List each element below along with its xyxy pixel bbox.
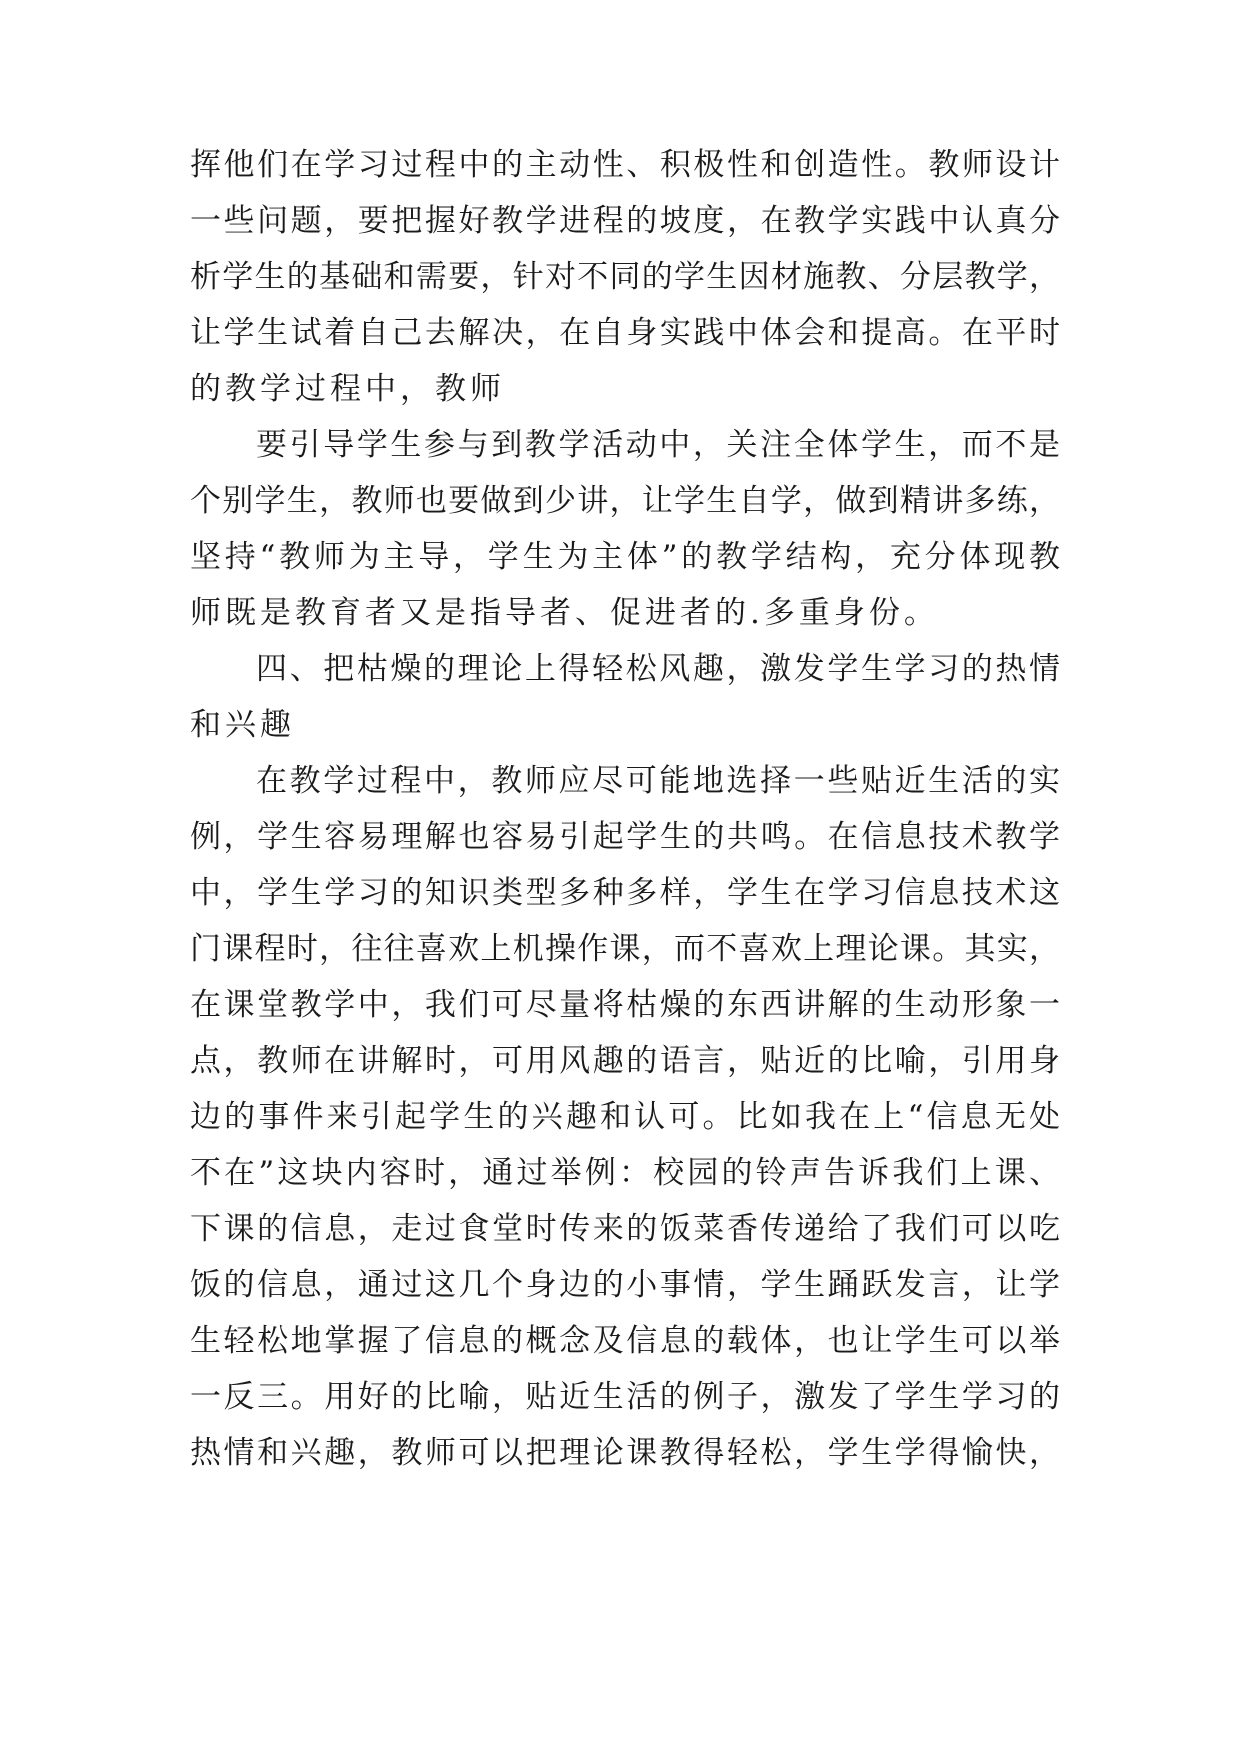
text-line: 一反三。用好的比喻，贴近生活的例子，激发了学生学习的 bbox=[190, 1379, 1060, 1415]
section-heading: 四、把枯燥的理论上得轻松风趣，激发学生学习的热情 bbox=[256, 651, 1060, 687]
text-line: 门课程时，往往喜欢上机操作课，而不喜欢上理论课。其实， bbox=[190, 931, 1060, 967]
text-line: 在课堂教学中，我们可尽量将枯燥的东西讲解的生动形象一 bbox=[190, 987, 1060, 1023]
paragraph-first-line: 要引导学生参与到教学活动中，关注全体学生，而不是 bbox=[256, 427, 1060, 463]
text-line: 挥他们在学习过程中的主动性、积极性和创造性。教师设计 bbox=[190, 147, 1060, 183]
paragraph-first-line: 在教学过程中，教师应尽可能地选择一些贴近生活的实 bbox=[256, 763, 1060, 799]
text-line: 不在”这块内容时，通过举例：校园的铃声告诉我们上课、 bbox=[190, 1155, 1060, 1191]
text-line: 让学生试着自己去解决，在自身实践中体会和提高。在平时 bbox=[190, 315, 1060, 351]
text-line: 饭的信息，通过这几个身边的小事情，学生踊跃发言，让学 bbox=[190, 1267, 1060, 1303]
text-line: 边的事件来引起学生的兴趣和认可。比如我在上“信息无处 bbox=[190, 1099, 1060, 1135]
text-line: 下课的信息，走过食堂时传来的饭菜香传递给了我们可以吃 bbox=[190, 1211, 1060, 1247]
text-line: 的教学过程中，教师 bbox=[190, 371, 505, 407]
text-line: 坚持“教师为主导，学生为主体”的教学结构，充分体现教 bbox=[190, 539, 1060, 575]
text-line: 点，教师在讲解时，可用风趣的语言，贴近的比喻，引用身 bbox=[190, 1043, 1060, 1079]
text-line: 析学生的基础和需要，针对不同的学生因材施教、分层教学， bbox=[190, 259, 1060, 295]
text-line: 师既是教育者又是指导者、促进者的.多重身份。 bbox=[190, 595, 939, 631]
text-line: 例，学生容易理解也容易引起学生的共鸣。在信息技术教学 bbox=[190, 819, 1060, 855]
text-line: 一些问题，要把握好教学进程的坡度，在教学实践中认真分 bbox=[190, 203, 1060, 239]
section-heading-continued: 和兴趣 bbox=[190, 707, 295, 743]
text-line: 生轻松地掌握了信息的概念及信息的载体，也让学生可以举 bbox=[190, 1323, 1060, 1359]
text-line: 个别学生，教师也要做到少讲，让学生自学，做到精讲多练， bbox=[190, 483, 1060, 519]
text-line: 中，学生学习的知识类型多种多样，学生在学习信息技术这 bbox=[190, 875, 1060, 911]
text-line: 热情和兴趣，教师可以把理论课教得轻松，学生学得愉快， bbox=[190, 1435, 1060, 1471]
